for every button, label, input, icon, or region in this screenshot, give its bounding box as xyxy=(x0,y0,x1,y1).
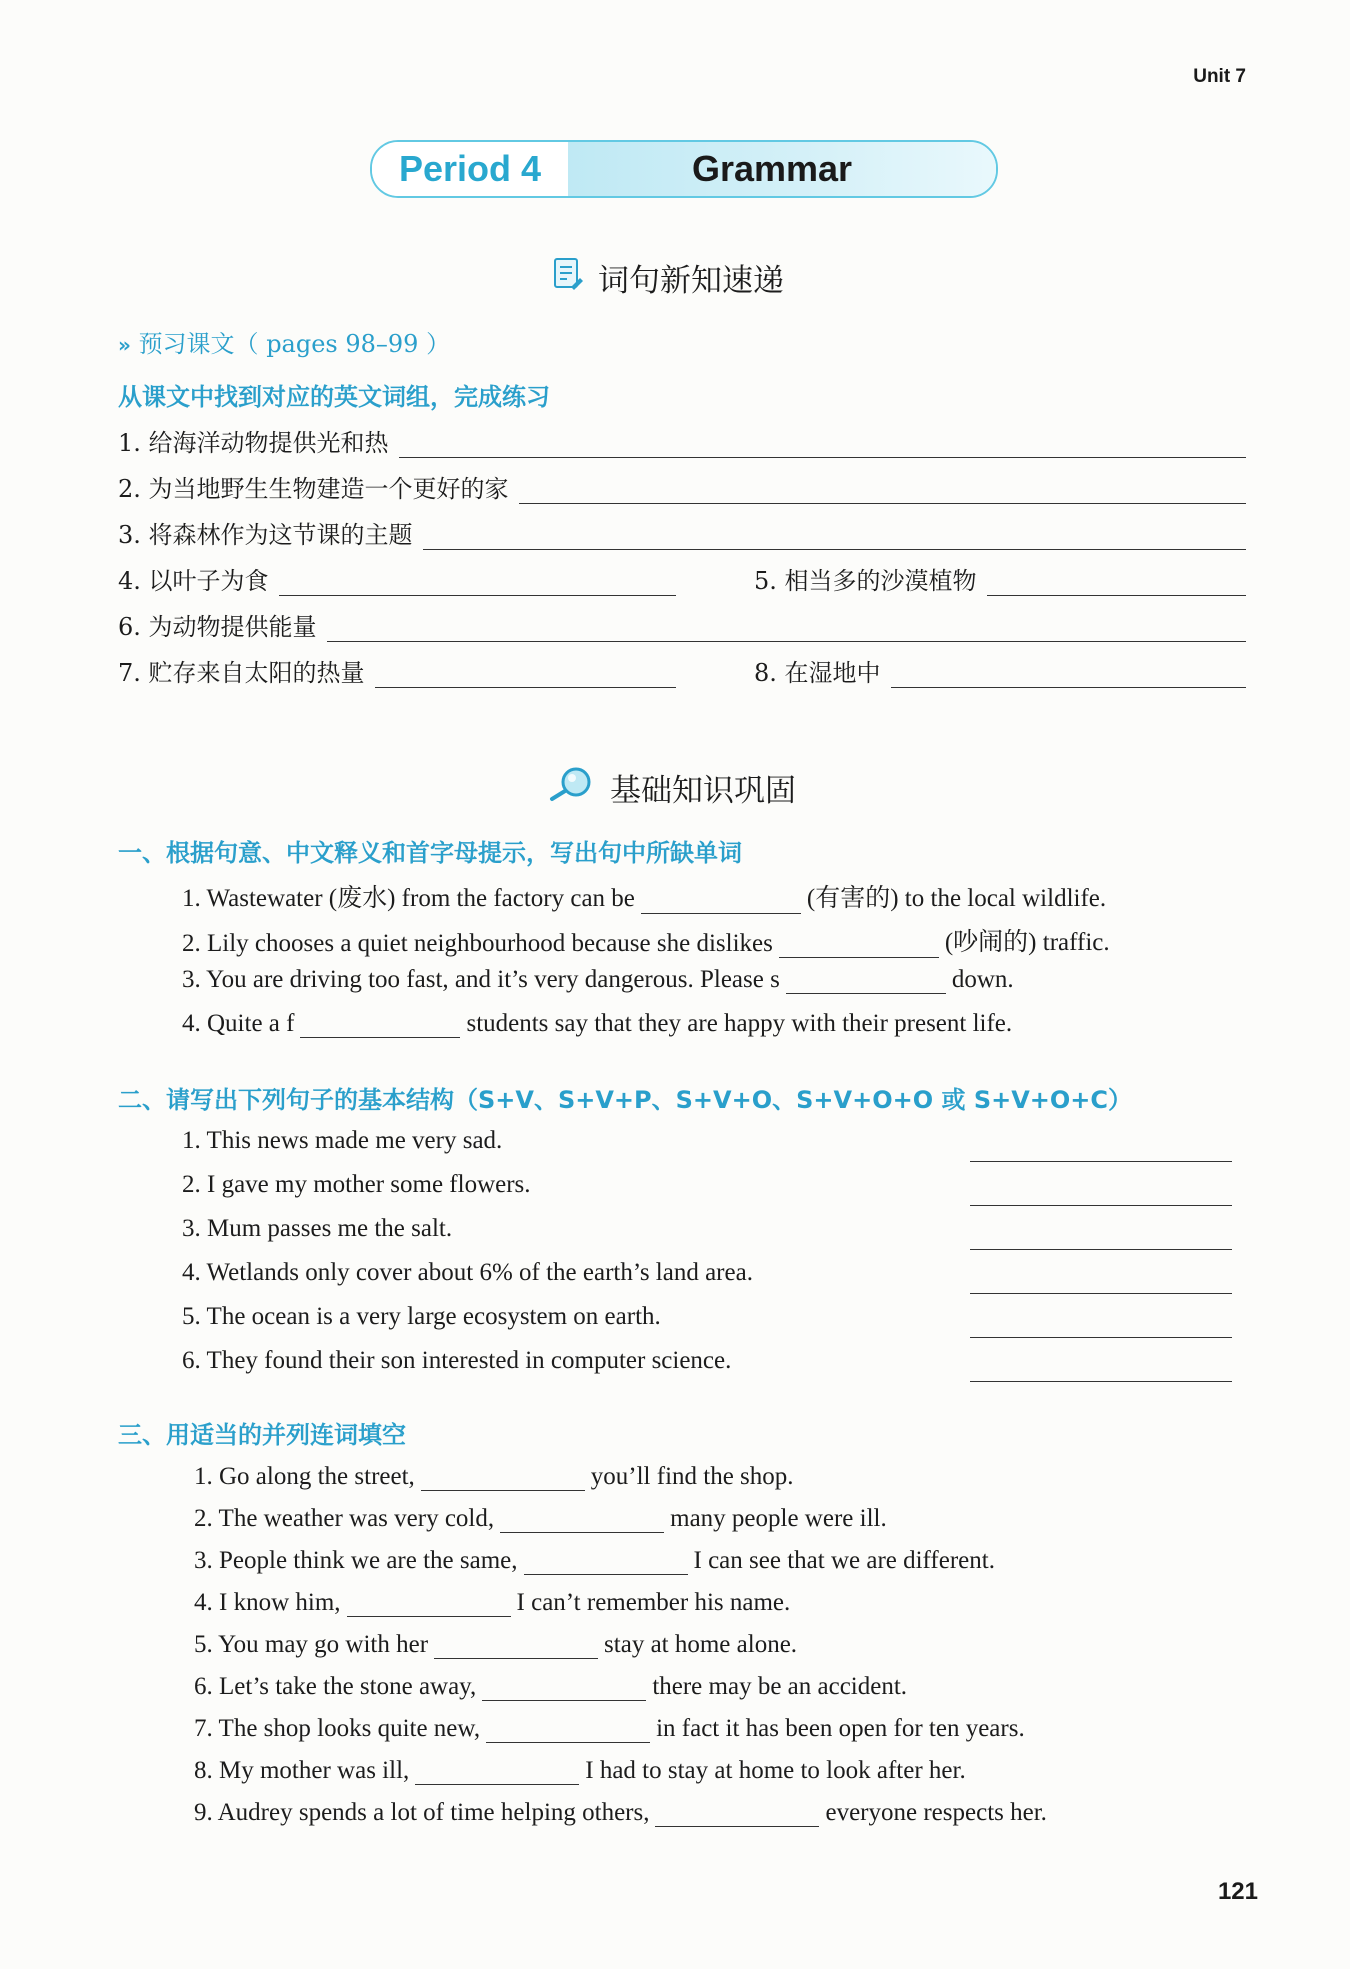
answer-blank[interactable] xyxy=(786,967,946,994)
answer-blank[interactable] xyxy=(970,1247,1232,1250)
part-b-item: 6. They found their son interested in computer science. xyxy=(182,1347,732,1374)
notebook-icon xyxy=(552,257,584,299)
part-a-item: 2. Lily chooses a quiet neighbourhood because she dislikes (吵闹的) traffic. xyxy=(182,929,1110,957)
part-a-item: 1. Wastewater (废水) from the factory can be (有害的) to the local wildlife. xyxy=(182,885,1107,912)
answer-blank[interactable] xyxy=(970,1159,1232,1162)
answer-blank[interactable] xyxy=(891,661,1246,688)
preview-text: 预习课文（ pages 98–99 ） xyxy=(138,330,451,358)
part-c-item: 6. Let’s take the stone away, there may be an accident. xyxy=(194,1673,908,1700)
page-number: 121 xyxy=(1217,1878,1258,1905)
part-a-heading: 一、根据句意、中文释义和首字母提示，写出句中所缺单词 xyxy=(118,839,742,867)
vocab-item: 8. 在湿地中 xyxy=(754,653,1246,688)
vocab-item: 1. 给海洋动物提供光和热 xyxy=(118,423,1246,458)
part-c-heading: 三、用适当的并列连词填空 xyxy=(118,1421,406,1449)
answer-blank[interactable] xyxy=(500,1506,664,1533)
topic-label: Grammar xyxy=(568,142,996,196)
answer-blank[interactable] xyxy=(399,431,1246,458)
answer-blank[interactable] xyxy=(482,1674,646,1701)
vocab-item: 3. 将森林作为这节课的主题 xyxy=(118,515,1246,550)
unit-label: Unit 7 xyxy=(1193,66,1246,87)
part-b-item: 5. The ocean is a very large ecosystem on earth. xyxy=(182,1303,661,1330)
period-banner xyxy=(370,140,998,198)
answer-blank[interactable] xyxy=(970,1335,1232,1338)
vocab-item: 6. 为动物提供能量 xyxy=(118,607,1246,642)
answer-blank[interactable] xyxy=(970,1291,1232,1294)
double-chevron-icon: » xyxy=(118,333,131,357)
answer-blank[interactable] xyxy=(486,1716,650,1743)
answer-blank[interactable] xyxy=(524,1548,688,1575)
answer-blank[interactable] xyxy=(327,615,1246,642)
answer-blank[interactable] xyxy=(421,1464,585,1491)
answer-blank[interactable] xyxy=(347,1590,511,1617)
part-b-item: 3. Mum passes me the salt. xyxy=(182,1215,453,1242)
answer-blank[interactable] xyxy=(415,1758,579,1785)
magnifier-icon xyxy=(548,766,596,810)
part-c-item: 1. Go along the street, you’ll find the shop. xyxy=(194,1463,794,1490)
answer-blank[interactable] xyxy=(779,931,939,958)
part-c-item: 9. Audrey spends a lot of time helping others, everyone respects her. xyxy=(194,1799,1047,1826)
part-c-item: 8. My mother was ill, I had to stay at home to look after her. xyxy=(194,1757,966,1784)
vocab-item: 4. 以叶子为食 xyxy=(118,561,676,596)
period-label: Period 4 xyxy=(372,142,568,196)
part-c-item: 3. People think we are the same, I can see that we are different. xyxy=(194,1547,995,1574)
section-title-vocab xyxy=(552,255,784,300)
answer-blank[interactable] xyxy=(423,523,1246,550)
part-a-item: 3. You are driving too fast, and it’s very dangerous. Please s down. xyxy=(182,966,1014,993)
section-title-basics xyxy=(548,765,796,810)
section-title-text: 基础知识巩固 xyxy=(610,773,796,809)
part-b-item: 4. Wetlands only cover about 6% of the earth’s land area. xyxy=(182,1259,753,1286)
answer-blank[interactable] xyxy=(655,1800,819,1827)
answer-blank[interactable] xyxy=(987,569,1246,596)
part-c-item: 5. You may go with her stay at home alone. xyxy=(194,1631,798,1658)
part-b-item: 2. I gave my mother some flowers. xyxy=(182,1171,531,1198)
answer-blank[interactable] xyxy=(300,1011,460,1038)
vocab-item: 2. 为当地野生生物建造一个更好的家 xyxy=(118,469,1246,504)
vocab-item: 5. 相当多的沙漠植物 xyxy=(754,561,1246,596)
vocab-item: 7. 贮存来自太阳的热量 xyxy=(118,653,676,688)
preview-line xyxy=(118,324,450,359)
part-a-item: 4. Quite a f students say that they are happy with their present life. xyxy=(182,1010,1013,1037)
answer-blank[interactable] xyxy=(519,477,1246,504)
section-title-text: 词句新知速递 xyxy=(598,263,784,299)
answer-blank[interactable] xyxy=(434,1632,598,1659)
part-b-heading: 二、请写出下列句子的基本结构（S+V、S+V+P、S+V+O、S+V+O+O 或 S+V+O+C） xyxy=(118,1086,1133,1114)
answer-blank[interactable] xyxy=(279,569,676,596)
part-c-item: 2. The weather was very cold, many people were ill. xyxy=(194,1505,887,1532)
answer-blank[interactable] xyxy=(641,887,801,914)
part-c-item: 4. I know him, I can’t remember his name. xyxy=(194,1589,791,1616)
answer-blank[interactable] xyxy=(375,661,676,688)
vocab-instruction: 从课文中找到对应的英文词组，完成练习 xyxy=(118,383,550,411)
part-c-item: 7. The shop looks quite new, in fact it has been open for ten years. xyxy=(194,1715,1025,1742)
part-b-item: 1. This news made me very sad. xyxy=(182,1127,503,1154)
answer-blank[interactable] xyxy=(970,1379,1232,1382)
answer-blank[interactable] xyxy=(970,1203,1232,1206)
